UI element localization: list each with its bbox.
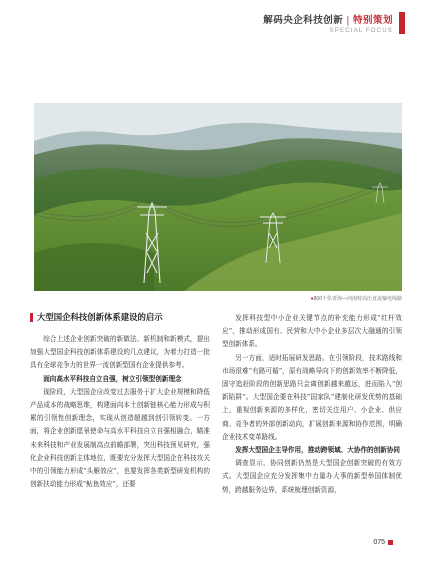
paragraph: 另一方面，适时拓展研发思路。在引领阶段，技术路线和市场很难“有路可循”，原有战略导向下的创新效率不断降低，固守追赶阶段的创新思路只会离创新越来越远，进而陷入“创新陷阱”。大型国企要在科技“国家队”建制化研发优势的基础上，重视创新来源的多样化，密切关注用户、小企业、供应商、竞争者的外部创新动向，扩展创新来源和协作范围，明确企业技术变革路线。 xyxy=(222,353,402,441)
paragraph: 调查显示，协同创新仍然是大型国企创新突破的有效方式。大型国企应充分发挥集中力量办大事的新型举国体制优势，跨越服务边界，系统梳理创新资源， xyxy=(222,459,402,494)
subheading: 发挥大型国企主导作用，推动跨领域、大协作的创新协同 xyxy=(235,446,401,455)
paragraph: 发挥科技型中小企业关键节点的补充能力形成“红杆效应”，推动形成国有、民营和大中小企业多层次大融通的引领型创新体系。 xyxy=(222,314,402,349)
caption-bullet: ● xyxy=(310,296,314,302)
paragraph: 现阶段，大型国企应改变过去服务于扩大企业规模和降低产品成本的战略思维，构建面向本土创新链核心能力形成与积累的引领性创新理念，实现从创造超越到创引领转变。一方面，将企业创新愿景使命与高水平科技自立自强相融合，瞄准未来科技和产业发展制高点前瞻部署，突出科技预见研究，强化企业科技创新主体地位，既要充分发挥大型国企在科技攻关中的引领能力形成“头雁效应”，也要发挥各类新型研发机构的创新扶动能力形成“鲇鱼效应”，还要 xyxy=(30,387,210,489)
page-number-marker xyxy=(388,540,393,545)
transmission-line-photo xyxy=(34,103,402,291)
header-title: 解码央企科技创新 xyxy=(263,15,344,26)
page-number-text: 075 xyxy=(373,539,385,546)
caption-text: 800千伏青海—河南特高压直流输电线路 xyxy=(313,296,402,302)
header-subtitle: SPECIAL FOCUS xyxy=(329,28,393,34)
header-title-line xyxy=(263,12,393,26)
subheading: 面向高水平科技自立自强，树立引领型创新理念 xyxy=(43,374,182,383)
page-number xyxy=(373,539,393,546)
section-title xyxy=(30,312,210,323)
article-column-right xyxy=(222,312,402,497)
paragraph: 综合上述企业创新突破的新做法、新机制和新模式，提出加强大型国企科技创新体系建设的几点建议，为着力打造一批具有全球竞争力的世界一流创新型国有企业提供参考。 xyxy=(30,335,210,370)
page-header xyxy=(263,12,393,34)
article-column-left xyxy=(30,312,210,491)
header-separator: | xyxy=(346,15,350,26)
section-title-marker xyxy=(30,313,33,322)
section-title-text: 大型国企科技创新体系建设的启示 xyxy=(37,312,163,322)
header-section: 特别策划 xyxy=(352,15,393,26)
header-accent-bar xyxy=(399,12,405,34)
photo-caption xyxy=(250,295,402,302)
